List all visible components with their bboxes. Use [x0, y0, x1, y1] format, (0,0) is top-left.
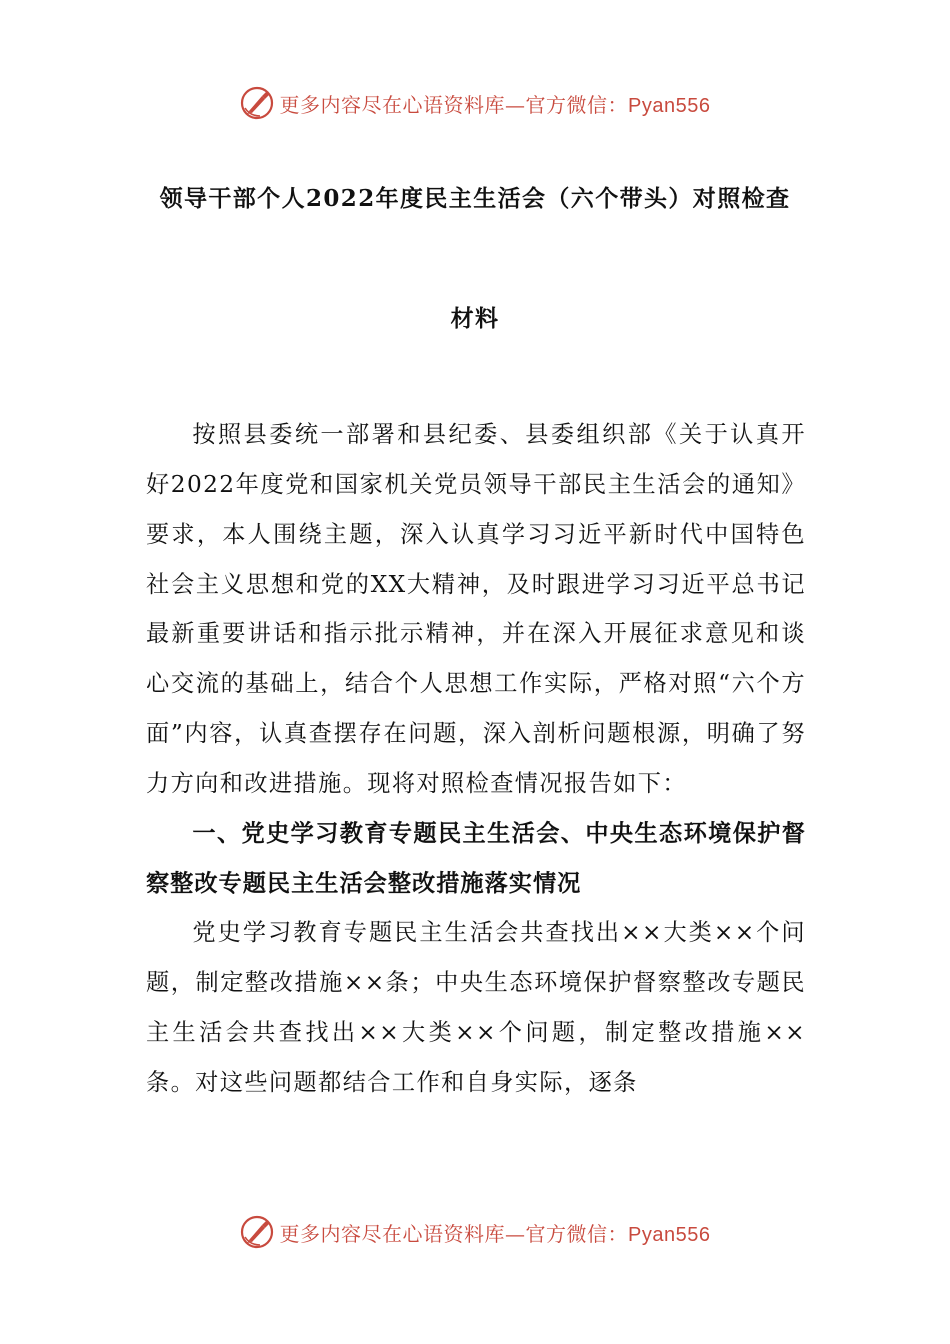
document-title-continued: 材料 — [450, 305, 500, 332]
document-title: 领导干部个人2022年度民主生活会（六个带头）对照检查 — [159, 185, 791, 212]
pen-logo-icon — [240, 86, 274, 120]
intro-paragraph: 按照县委统一部署和县纪委、县委组织部《关于认真开好2022年度党和国家机关党员领导干部民主生活会的通知》要求，本人围绕主题，深入认真学习习近平新时代中国特色社会主义思想和党的XX大精神，及时跟进学习习近平总书记最新重要讲话和指示批示精神，并在深入开展征求意见和谈心交流的基础上，结合个人思想工作实际，严格对照“六个方面”内容，认真查摆存在问题，深入剖析问题根源，明确了努力方向和改进措施。现将对照检查情况报告如下： — [146, 421, 806, 797]
pen-logo-icon — [240, 1215, 274, 1249]
section-paragraph: 党史学习教育专题民主生活会共查找出××大类××个问题，制定整改措施××条；中央生态环境保护督察整改专题民主生活会共查找出××大类××个问题，制定整改措施××条。对这些问题都结合工作和自身实际，逐条 — [146, 919, 806, 1096]
footer-watermark — [0, 1212, 950, 1252]
document-body — [146, 410, 806, 1108]
header-watermark — [0, 83, 950, 123]
section-heading: 一、党史学习教育专题民主生活会、中央生态环境保护督察整改专题民主生活会整改措施落实情况 — [146, 819, 806, 897]
watermark-text: 更多内容尽在心语资料库—官方微信：Pyan556 — [279, 1221, 711, 1246]
watermark-text: 更多内容尽在心语资料库—官方微信：Pyan556 — [279, 92, 711, 117]
watermark-id: Pyan556 — [628, 1223, 711, 1246]
watermark-id: Pyan556 — [628, 94, 711, 117]
